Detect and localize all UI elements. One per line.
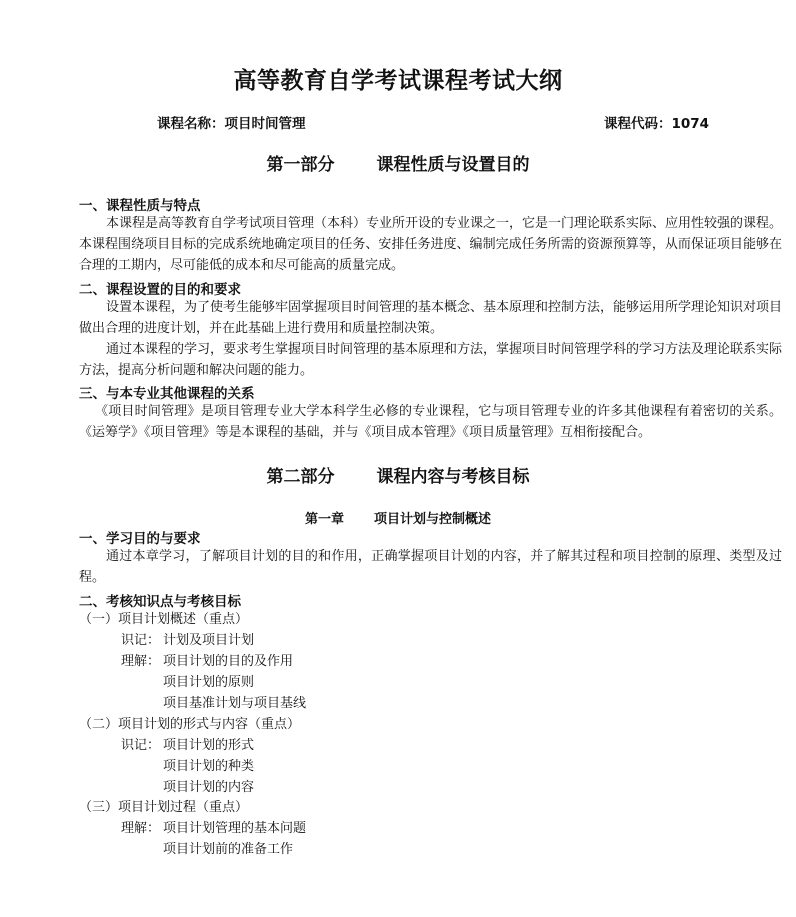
section-heading: 一、课程性质与特点 [79, 198, 201, 214]
knowledge-point: 项目计划管理的基本问题 [163, 821, 307, 836]
section-heading: 二、考核知识点与考核目标 [79, 594, 241, 610]
part2-title [0, 462, 796, 487]
paragraph: 通过本课程的学习，要求考生掌握项目时间管理的基本原理和方法，掌握项目时间管理学科的学习方法及理论联系实际方法，提高分析问题和解决问题的能力。 [79, 342, 783, 378]
part2-number: 第二部分 [266, 467, 335, 487]
knowledge-point: 项目计划的原则 [163, 675, 255, 690]
knowledge-point: 计划及项目计划 [163, 633, 255, 648]
knowledge-point: 项目计划的内容 [163, 780, 255, 795]
part2-heading: 课程内容与考核目标 [376, 467, 530, 487]
chapter-heading: 项目计划与控制概述 [374, 512, 492, 527]
paragraph: 本课程是高等教育自学考试项目管理（本科）专业所开设的专业课之一，它是一门理论联系实际、应用性较强的课程。本课程围绕项目目标的完成系统地确定项目的任务、安排任务进度、编制完成任务所需的资源预算等，从而保证项目能够在合理的工期内，尽可能低的成本和尽可能高的质量完成。 [79, 216, 783, 273]
level-label: 识记： [121, 633, 161, 648]
chapter-number: 第一章 [304, 512, 344, 527]
subsection-title: （一）项目计划概述（重点） [79, 612, 249, 627]
level-label: 理解： [121, 654, 161, 669]
subsection-title: （三）项目计划过程（重点） [79, 800, 249, 815]
document-title: 高等教育自学考试课程考试大纲 [233, 68, 563, 94]
part1-heading: 课程性质与设置目的 [376, 155, 530, 175]
course-code: 课程代码：1074 [604, 116, 710, 132]
part1-title [0, 150, 796, 175]
course-name: 课程名称：项目时间管理 [157, 116, 306, 132]
paragraph: 通过本章学习，了解项目计划的目的和作用，正确掌握项目计划的内容，并了解其过程和项目控制的原理、类型及过程。 [79, 549, 782, 585]
level-label: 识记： [121, 738, 161, 753]
knowledge-point: 项目计划的形式 [163, 738, 255, 753]
section-heading: 二、课程设置的目的和要求 [79, 282, 241, 298]
knowledge-point: 项目计划前的准备工作 [163, 842, 294, 857]
subsection-title: （二）项目计划的形式与内容（重点） [79, 717, 301, 732]
knowledge-point: 项目基准计划与项目基线 [163, 696, 307, 711]
knowledge-point: 项目计划的目的及作用 [163, 654, 294, 669]
level-label: 理解： [121, 821, 161, 836]
chapter-title [0, 508, 796, 527]
part1-number: 第一部分 [266, 155, 335, 175]
section-heading: 一、学习目的与要求 [79, 531, 201, 547]
knowledge-point: 项目计划的种类 [163, 759, 255, 774]
section-heading: 三、与本专业其他课程的关系 [79, 386, 255, 402]
paragraph: 设置本课程，为了使考生能够牢固掌握项目时间管理的基本概念、基本原理和控制方法，能够运用所学理论知识对项目做出合理的进度计划，并在此基础上进行费用和质量控制决策。 [79, 300, 783, 336]
paragraph: 《项目时间管理》是项目管理专业大学本科学生必修的专业课程，它与项目管理专业的许多其他课程有着密切的关系。《运筹学》《项目管理》等是本课程的基础，并与《项目成本管理》《项目质量管理》互相衔接配合。 [79, 404, 782, 440]
